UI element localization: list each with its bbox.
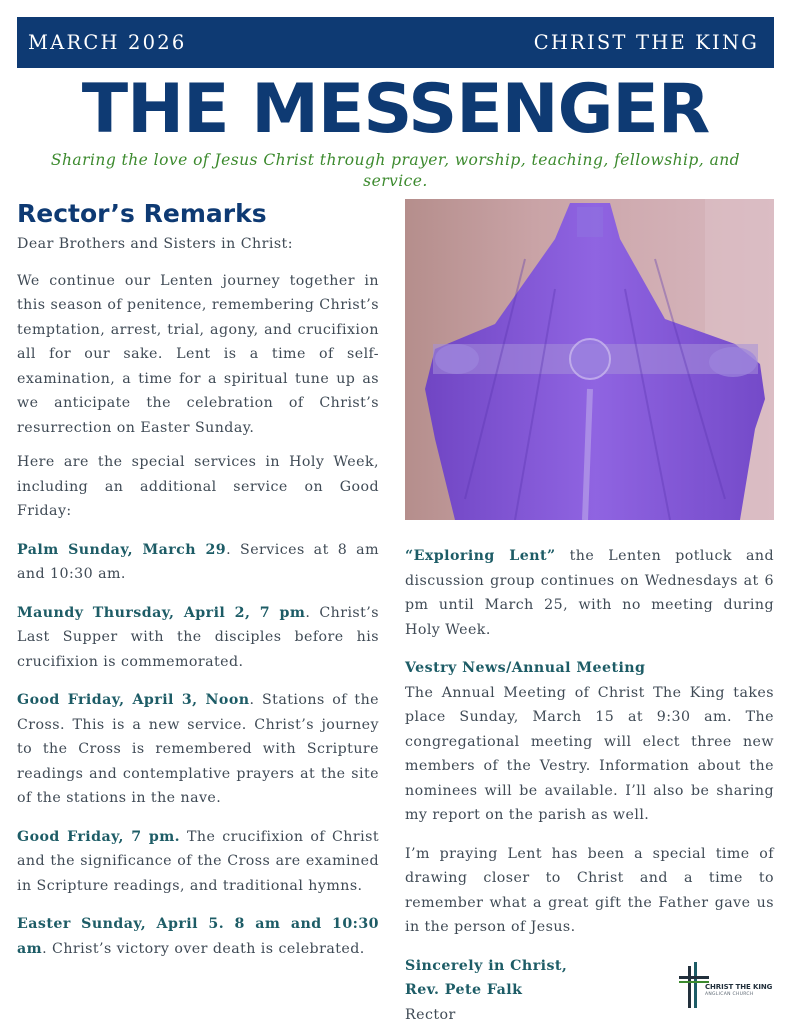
parish-name: CHRIST THE KING [534,31,759,54]
news-column [405,544,774,1027]
logo-name: CHRIST THE KING [705,983,772,992]
section-heading-rectors-remarks: Rector’s Remarks [17,196,379,232]
vestry-paragraph: The Annual Meeting of Christ The King takes place Sunday, March 15 at 9:30 am. The congregational meeting will elect three new members of the Vestry. Information about the nominees will be available. I’ll also be sharing my report on the parish as well. [405,681,774,828]
church-logo-text [705,983,772,998]
lent-announcement [405,544,774,642]
service-text: . Christ’s victory over death is celebrated. [42,941,365,957]
lent-title: “Exploring Lent” [405,548,556,564]
service-title: Good Friday, April 3, Noon [17,692,250,708]
signer-title: Rector [405,1003,774,1027]
service-item [17,538,379,587]
service-item [17,825,379,899]
services-intro: Here are the special services in Holy Week, including an additional service on Good Friday: [17,450,379,524]
lent-text: the Lenten potluck and discussion group continues on Wednesdays at 6 pm until March 25, with no meeting during Holy Week. [405,548,774,638]
rectors-remarks-column [17,196,379,971]
service-item [17,912,379,961]
service-text: . Services at 8 am and 10:30 am. [17,542,379,583]
service-title: Maundy Thursday, April 2, 7 pm [17,605,305,621]
header-banner [17,17,774,68]
tagline: Sharing the love of Jesus Christ through prayer, worship, teaching, fellowship, and service. [40,150,751,192]
service-title: Good Friday, 7 pm. [17,829,180,845]
signer-name: Rev. Pete Falk [405,978,774,1003]
service-item [17,688,379,811]
service-text: The crucifixion of Christ and the significance of the Cross are examined in Scripture readings, and traditional hymns. [17,829,379,894]
service-title: Palm Sunday, March 29 [17,542,226,558]
newsletter-title: THE MESSENGER [0,70,791,150]
issue-date: MARCH 2026 [28,31,186,54]
veiled-cross-photo [405,199,774,520]
signoff: Sincerely in Christ, [405,954,774,979]
logo-subtitle: ANGLICAN CHURCH [705,992,772,998]
vestry-heading: Vestry News/Annual Meeting [405,656,774,681]
closing-paragraph: I’m praying Lent has been a special time of drawing closer to Christ and a time to remember what a great gift the Father gave us in the person of Jesus. [405,842,774,940]
service-text: . Christ’s Last Supper with the disciples before his crucifixion is commemorated. [17,605,379,670]
service-text: . Stations of the Cross. This is a new service. Christ’s journey to the Cross is remembered with Scripture readings and contemplative prayers at the site of the stations in the nave. [17,692,379,806]
service-title: Easter Sunday, April 5. 8 am and 10:30 am [17,916,379,957]
service-item [17,601,379,675]
greeting: Dear Brothers and Sisters in Christ: [17,232,379,257]
intro-paragraph: We continue our Lenten journey together in this season of penitence, remembering Christ’s temptation, arrest, trial, agony, and crucifixion all for our sake. Lent is a time of self-examination, a time for a spiritual tune up as we anticipate the celebration of Christ’s resurrection on Easter Sunday. [17,269,379,441]
